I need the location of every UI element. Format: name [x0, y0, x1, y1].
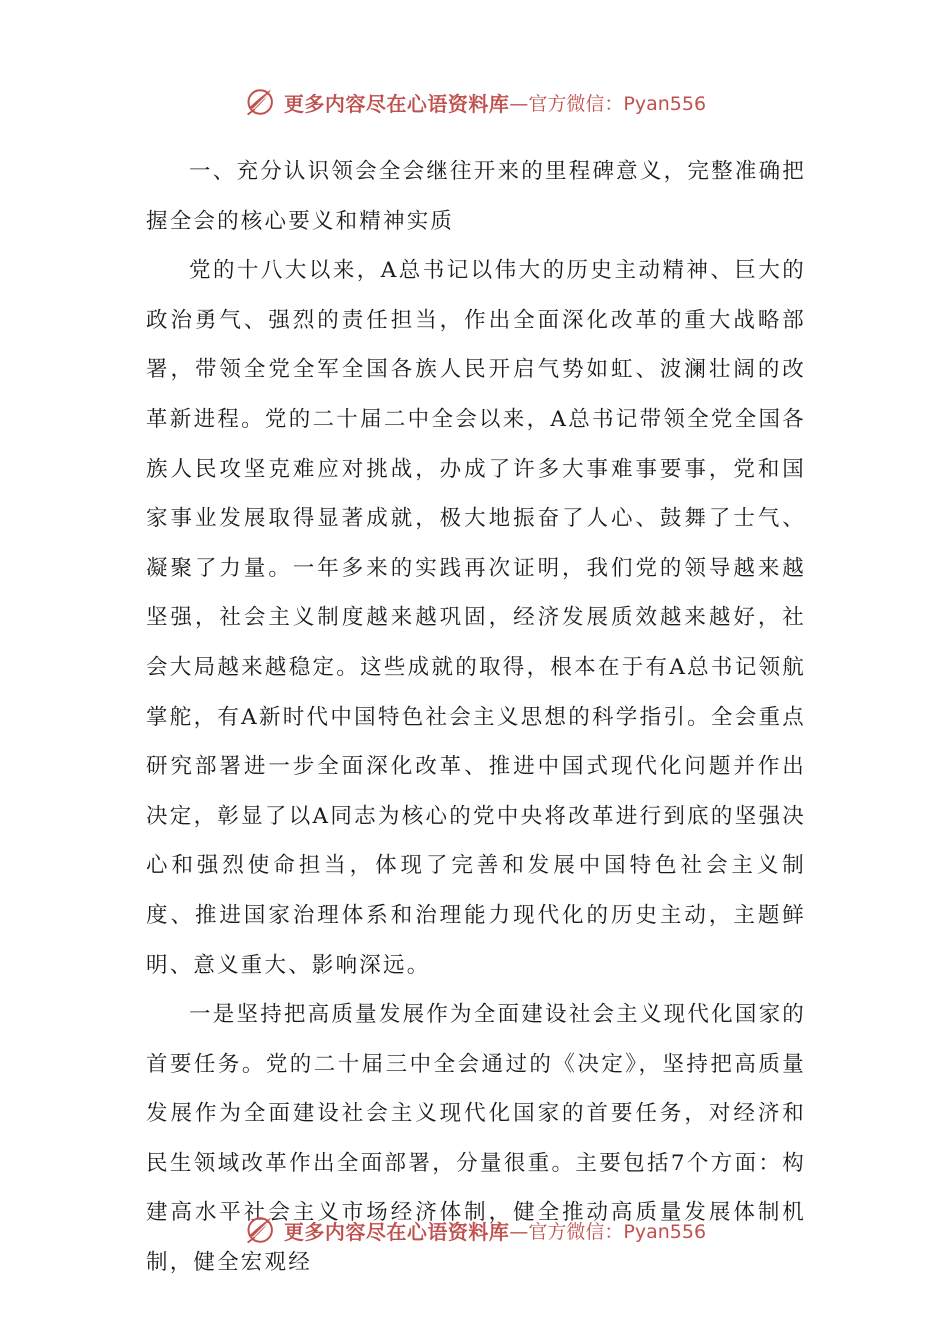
quill-logo-icon — [244, 1212, 280, 1248]
banner-wechat-text: —官方微信：Pyan556 — [509, 1220, 707, 1243]
header-banner — [0, 82, 950, 122]
document-body — [146, 147, 806, 1288]
body-paragraph: 一是坚持把高质量发展作为全面建设社会主义现代化国家的首要任务。党的二十届三中全会通过的《决定》，坚持把高质量发展作为全面建设社会主义现代化国家的首要任务，对经济和民生领域改革作出全面部署，分量很重。主要包括7个方面：构建高水平社会主义市场经济体制，健全推动高质量发展体制机制，健全宏观经 — [146, 1002, 806, 1276]
section-heading: 一、充分认识领会全会继往开来的里程碑意义，完整准确把握全会的核心要义和精神实质 — [146, 159, 806, 234]
banner-brand-text: 更多内容尽在心语资料库 — [283, 91, 510, 116]
body-paragraph: 党的十八大以来，A总书记以伟大的历史主动精神、巨大的政治勇气、强烈的责任担当，作出全面深化改革的重大战略部署，带领全党全军全国各族人民开启气势如虹、波澜壮阔的改革新进程。党的二十届二中全会以来，A总书记带领全党全国各族人民攻坚克难应对挑战，办成了许多大事难事要事，党和国家事业发展取得显著成就，极大地振奋了人心、鼓舞了士气、凝聚了力量。一年多来的实践再次证明，我们党的领导越来越坚强，社会主义制度越来越巩固，经济发展质效越来越好，社会大局越来越稳定。这些成就的取得，根本在于有A总书记领航掌舵，有A新时代中国特色社会主义思想的科学指引。全会重点研究部署进一步全面深化改革、推进中国式现代化问题并作出决定，彰显了以A同志为核心的党中央将改革进行到底的坚强决心和强烈使命担当，体现了完善和发展中国特色社会主义制度、推进国家治理体系和治理能力现代化的历史主动，主题鲜明、意义重大、影响深远。 — [146, 258, 806, 978]
quill-logo-icon — [244, 84, 280, 120]
banner-brand-text: 更多内容尽在心语资料库 — [283, 1219, 510, 1244]
banner-wechat-text: —官方微信：Pyan556 — [509, 92, 707, 115]
footer-banner — [0, 1210, 950, 1250]
